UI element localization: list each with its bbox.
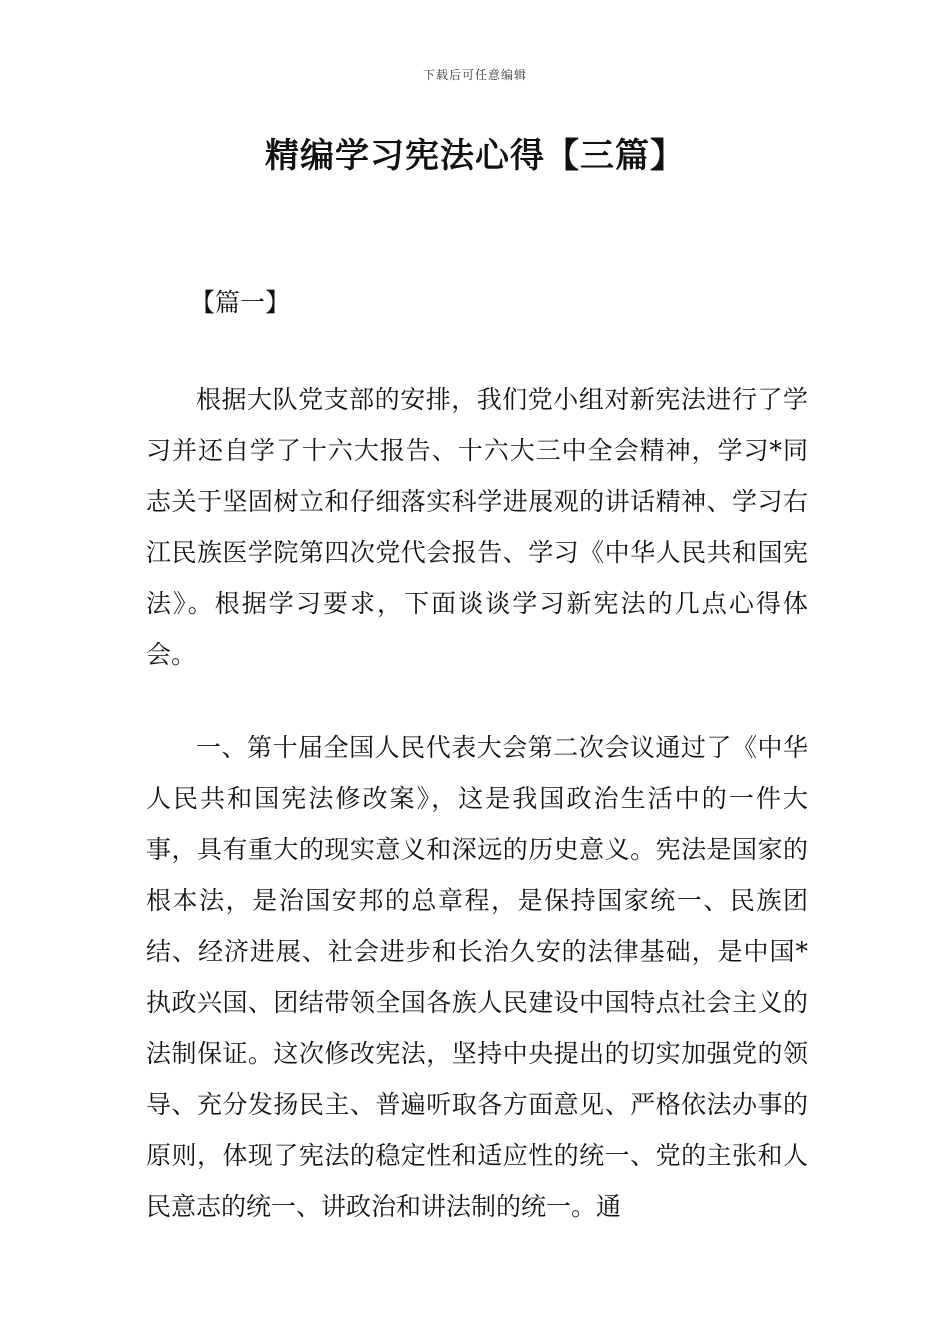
document-title: 精编学习宪法心得【三篇】 xyxy=(265,136,685,176)
paragraph-2: 一、第十届全国人民代表大会第二次会议通过了《中华人民共和国宪法修改案》，这是我国政治生活中的一件大事，具有重大的现实意义和深远的历史意义。宪法是国家的根本法，是治国安邦的总章程，是保持国家统一、民族团结、经济进展、社会进步和长治久安的法律基础，是中国*执政兴国、团结带领全国各族人民建设中国特点社会主义的法制保证。这次修改宪法，坚持中央提出的切实加强党的领导、充分发扬民主、普遍听取各方面意见、严格依法办事的原则，体现了宪法的稳定性和适应性的统一、党的主张和人民意志的统一、讲政治和讲法制的统一。通 xyxy=(146,733,808,1221)
header-note: 下载后可任意编辑 xyxy=(422,68,527,82)
paragraph-1: 根据大队党支部的安排，我们党小组对新宪法进行了学习并还自学了十六大报告、十六大三中全会精神，学习*同志关于坚固树立和仔细落实科学进展观的讲话精神、学习右江民族医学院第四次党代会报告、学习《中华人民共和国宪法》。根据学习要求，下面谈谈学习新宪法的几点心得体会。 xyxy=(146,385,808,669)
section-heading: 【篇一】 xyxy=(190,288,291,317)
